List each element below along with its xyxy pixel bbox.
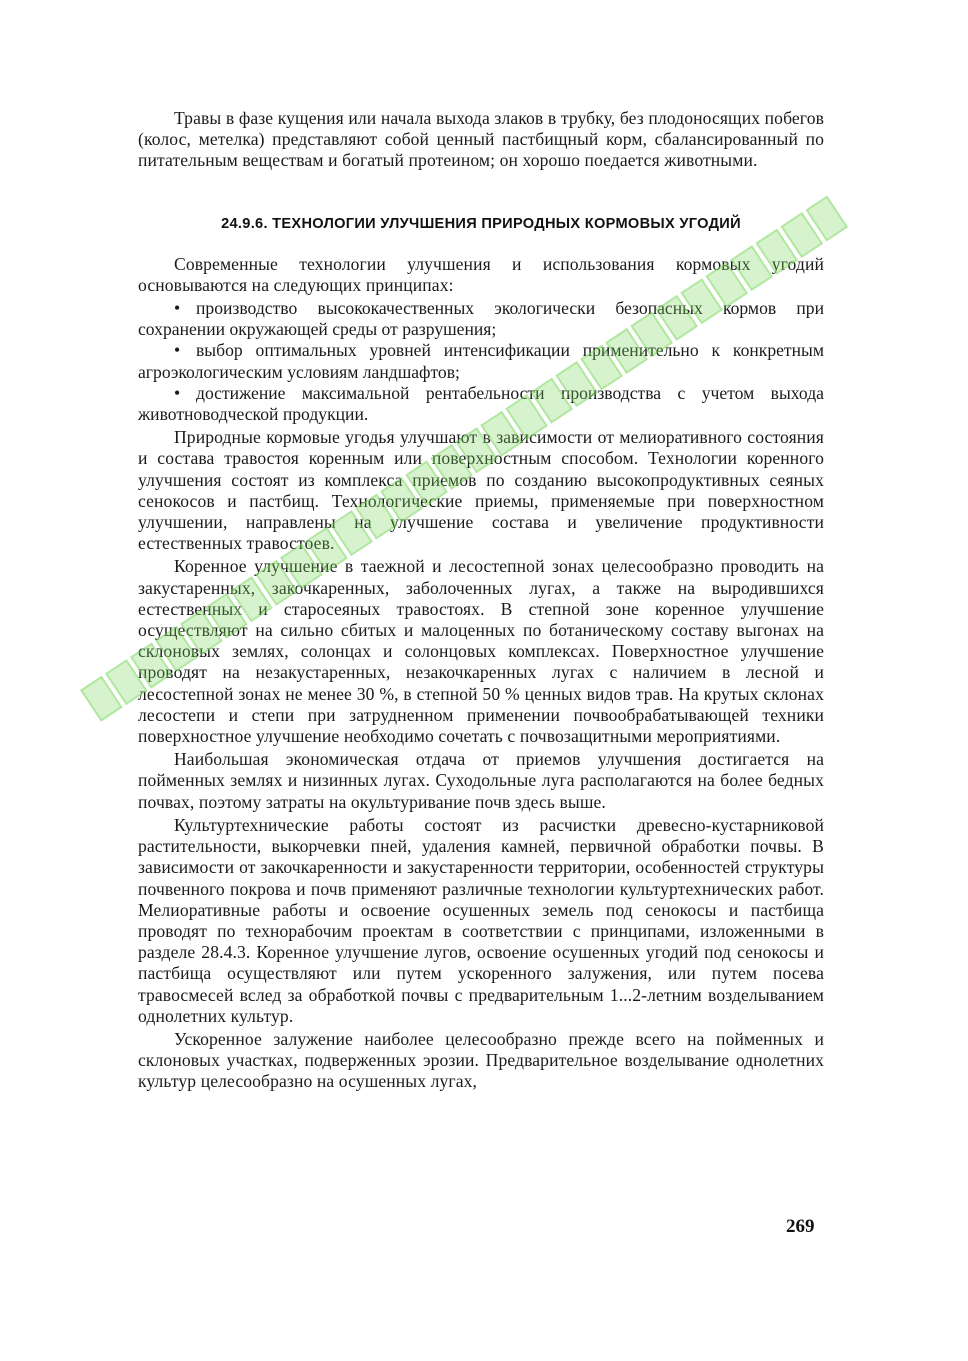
principles-intro: Современные технологии улучшения и использования кормовых угодий основываются на следующих принципах: <box>138 253 824 295</box>
body-paragraph: Коренное улучшение в таежной и лесостепной зонах целесообразно проводить на закустаренных, закочкаренных, заболоченных лугах, а также на выродившихся естественных и старосеяных травостоях. В степной зоне коренное улучшение осуществляют на сильно сбитых и малоценных по ботаническому составу выгонах на склоновых землях, солонцах и солонцовых комплексах. Поверхностное улучшение проводят на незакустаренных, незакочкаренных лугах с наличием в лесной и лесостепной зонах не менее 30 %, в степной 50 % ценных видов трав. На крутых склонах лесостепи и степи при затрудненном применении почвообрабатывающей техники поверхностное улучшение необходимо сочетать с почвозащитными мероприятиями. <box>138 556 824 747</box>
bullet-marker: • <box>174 298 181 319</box>
bullet-marker: • <box>174 340 181 361</box>
bullet-text: выбор оптимальных уровней интенсификации применительно к конкретным агроэкологическим условиям ландшафтов; <box>138 340 824 382</box>
body-paragraph: Природные кормовые угодья улучшают в зависимости от мелиоративного состояния и состава травостоя коренным или поверхностным способом. Технологии коренного улучшения состоят из комплекса приемов по созданию высокопродуктивных сеяных сенокосов и пастбищ. Технологические приемы, применяемые при поверхностном улучшении, направлены на улучшение состава и увеличение продуктивности естественных травостоев. <box>138 427 824 554</box>
bullet-text: достижение максимальной рентабельности производства с учетом выхода животноводческой продукции. <box>138 382 824 425</box>
bullet-item <box>138 340 824 382</box>
body-paragraph: Культуртехнические работы состоят из расчистки древесно-кустарниковой растительности, выкорчевки пней, удаления камней, первичной обработки почвы. В зависимости от закочкаренности и закустаренности территории, особенностей структуры почвенного покрова и почв применяют различные технологии культуртехнических работ. Мелиоративные работы и освоение осушенных земель под сенокосы и пастбища проводят по технорабочим проектам в соответствии с принципами, изложенными в разделе 28.4.3. Коренное улучшение лугов, освоение осушенных угодий под сенокосы и пастбища осуществляют или путем ускоренного залужения, или путем посева травосмесей вслед за обработкой почвы с предварительным 1...2-летним возделыванием однолетних культур. <box>138 814 824 1026</box>
page-body <box>138 108 824 1095</box>
body-paragraph: Наибольшая экономическая отдача от приемов улучшения достигается на пойменных землях и низинных лугах. Суходольные луга располагаются на более бедных почвах, поэтому затраты на окультуривание почв здесь выше. <box>138 749 824 812</box>
section-heading: 24.9.6. ТЕХНОЛОГИИ УЛУЧШЕНИЯ ПРИРОДНЫХ КОРМОВЫХ УГОДИЙ <box>221 215 741 232</box>
bullet-marker: • <box>174 382 181 403</box>
bullet-item <box>138 298 824 340</box>
watermark-block <box>80 676 123 722</box>
page-number: 269 <box>786 1216 815 1237</box>
body-paragraph: Ускоренное залужение наиболее целесообразно прежде всего на пойменных и склоновых участках, подверженных эрозии. Предварительное возделывание однолетних культур целесообразно на осушенных лугах, <box>138 1028 824 1092</box>
intro-paragraph: Травы в фазе кущения или начала выхода злаков в трубку, без плодоносящих побегов (колос, метелка) представляют собой ценный пастбищный корм, сбалансированный по питательным веществам и богатый протеином; он хорошо поедается животными. <box>138 108 824 171</box>
bullet-item <box>138 383 824 425</box>
bullet-text: производство высококачественных экологически безопасных кормов при сохранении окружающей среды от разрушения; <box>138 298 824 340</box>
